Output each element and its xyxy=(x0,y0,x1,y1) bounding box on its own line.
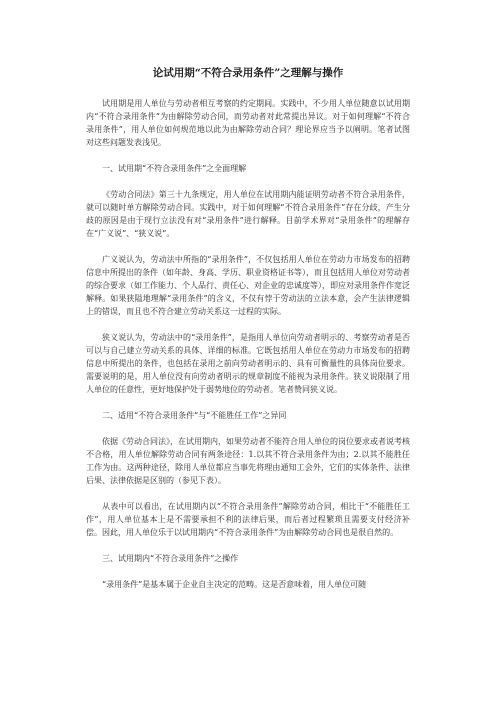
section-heading-2: 二、适用“不符合录用条件”与“不能胜任工作”之异同 xyxy=(102,411,287,420)
document-title: 论试用期“不符合录用条件”之理解与操作 xyxy=(152,67,344,79)
paragraph: 《劳动合同法》第三十九条规定，用人单位在试用期内能证明劳动者不符合录用条件，就可以随时单方解除劳动合同。实践中，对于如何理解“不符合录用条件”存在分歧，产生分歧的原因是由于现行立法没有对“录用条件”进行解释。目前学术界对“录用条件”的理解存在“广义说”、“狭义说”。 xyxy=(86,190,410,238)
document-page xyxy=(86,66,410,604)
section-heading-1: 一、试用期“不符合录用条件”之全面理解 xyxy=(102,164,247,173)
paragraph: 狭义说认为，劳动法中的“录用条件”，是指用人单位向劳动者明示的、考察劳动者是否可以与自己建立劳动关系的具体、详细的标准。它既包括用人单位在劳动力市场发布的招聘信息中所提出的条件，也包括在录用之前向劳动者明示的、具有可衡量性的具体岗位要求。需要说明的是，用人单位没有向劳动者明示的规章制度不能视为录用条件。狭义说限制了用人单位的任意性，更好地保护处于弱势地位的劳动者。笔者赞同狭义说。 xyxy=(86,333,410,394)
paragraph: “录用条件”是基本属于企业自主决定的范畴。这是否意味着，用人单位可随 xyxy=(102,580,367,589)
paragraph: 从表中可以看出，在试用期内以“不符合录用条件”解除劳动合同，相比于“不能胜任工作”，用人单位基本上是不需要承担不利的法律后果，而后者过程繁琐且需要支付经济补偿。因此，用人单位乐于以试用期内“不符合录用条件”为由解除劳动合同也是很自然的。 xyxy=(86,502,410,537)
paragraph-intro: 试用期是用人单位与劳动者相互考察的约定期间。实践中，不少用人单位随意以试用期内“不符合录用条件”为由解除劳动合同，而劳动者对此常提出异议。对于如何理解“不符合录用条件”，用人单位如何规范地以此为由解除劳动合同？理论界应当予以阐明。笔者试图对这些问题发表浅见。 xyxy=(86,99,410,147)
paragraph: 依据《劳动合同法》，在试用期内，如果劳动者不能符合用人单位的岗位要求或者说考核不合格，用人单位解除劳动合同有两条途径：1.以其不符合录用条件为由；2.以其不能胜任工作为由。这两种途径，除用人单位都应当事先将理由通知工会外，它们的实体条件、法律后果、法律依据是区别的（参见下表）。 xyxy=(86,437,410,485)
paragraph: 广义说认为，劳动法中所指的“录用条件”，不仅包括用人单位在劳动力市场发布的招聘信息中所提出的条件（如年龄、身高、学历、职业资格证书等），而且包括用人单位对劳动者的综合要求（如工作能力、个人品行、责任心、对企业的忠诚度等），即应对录用条件作宽泛解释。如果狭隘地理解“录用条件”的含义，不仅有悖于劳动法的立法本意，会产生法律逻辑上的错误，而且也不符合建立劳动关系这一过程的实际。 xyxy=(86,255,410,316)
section-heading-3: 三、试用期内“不符合录用条件”之操作 xyxy=(102,554,239,563)
